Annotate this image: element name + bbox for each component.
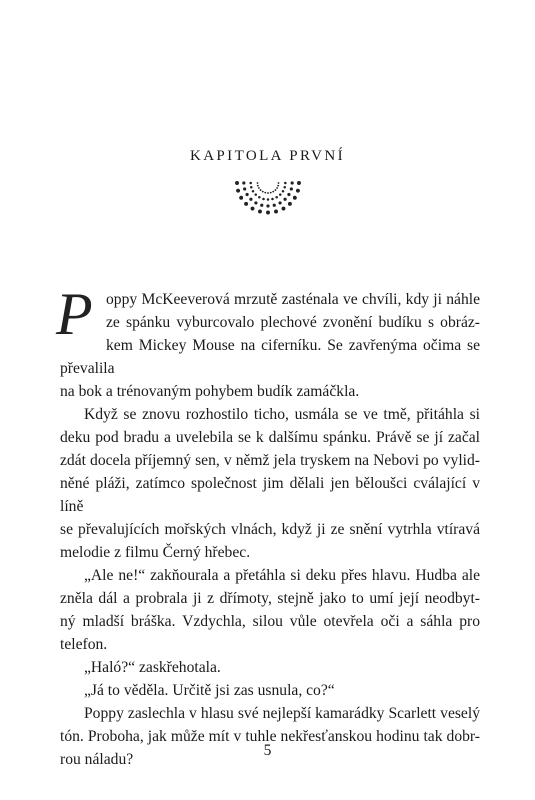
ornament-dot bbox=[245, 193, 248, 196]
chapter-title: KAPITOLA PRVNÍ bbox=[189, 148, 346, 164]
ornament-dot bbox=[282, 190, 285, 193]
ornament-dot bbox=[251, 207, 255, 211]
ornament-dot bbox=[239, 196, 243, 200]
ornament-dot bbox=[242, 181, 245, 184]
ornament-dot bbox=[258, 196, 261, 199]
ornament-dot bbox=[270, 192, 272, 194]
paragraph-6 bbox=[60, 702, 480, 771]
ornament-dot bbox=[290, 187, 293, 190]
ornament-dot bbox=[293, 196, 297, 200]
ornament-dot bbox=[254, 201, 257, 204]
ornament-dot bbox=[277, 185, 279, 187]
text-line: „Haló?“ zaskřehotala. bbox=[84, 659, 221, 676]
ornament-dot bbox=[272, 191, 274, 193]
ornament-dot bbox=[235, 181, 239, 185]
ornament-dot bbox=[260, 204, 263, 207]
ornament-dot bbox=[274, 210, 278, 214]
text-line: něné pláži, zatímco společnost jim dělali jen běloušci cválající v líně bbox=[60, 475, 480, 515]
ornament-dot bbox=[249, 198, 252, 201]
ornament-dot bbox=[266, 211, 270, 215]
ornament-dot bbox=[262, 198, 265, 201]
ornament-dot bbox=[258, 210, 262, 214]
ornament-dot bbox=[278, 182, 280, 184]
ornament-dot bbox=[271, 198, 274, 201]
text-line: ný mladší bráška. Vzdychla, silou vůle otevřela oči a sáhla pro bbox=[60, 613, 480, 630]
text-line: „Já to věděla. Určitě jsi zas usnula, co?“ bbox=[84, 682, 335, 699]
paragraph-5 bbox=[60, 679, 480, 702]
text-line: se převalujících mořských vlnách, když ji ze snění vytrhla vtíravá bbox=[60, 521, 480, 538]
ornament-dot bbox=[252, 190, 255, 193]
page-number: 5 bbox=[263, 742, 272, 759]
ornament-dot bbox=[258, 187, 260, 189]
ornament-dot bbox=[262, 191, 264, 193]
text-line: rou náladu? bbox=[60, 751, 134, 768]
text-line: melodie z filmu Černý hřebec. bbox=[60, 544, 251, 561]
ornament-dot bbox=[288, 202, 292, 206]
text-line: telefon. bbox=[60, 636, 108, 653]
ornament-dot bbox=[297, 181, 301, 185]
text-line: Poppy zaslechla v hlasu své nejlepší kamarádky Scarlett veselý bbox=[84, 705, 480, 722]
ornament-dot bbox=[257, 185, 259, 187]
ornament-dot bbox=[291, 181, 294, 184]
ornament-dot bbox=[278, 201, 281, 204]
ornament-dot bbox=[283, 198, 286, 201]
text-line: „Ale ne!“ zakňourala a přetáhla si deku přes hlavu. Hudba ale bbox=[84, 567, 480, 584]
ornament-dot bbox=[267, 198, 270, 201]
ornament-dot bbox=[243, 187, 246, 190]
ornament-dot bbox=[236, 189, 240, 193]
text-line: na bok a trénovaným pohybem budík zamáčkla. bbox=[60, 383, 360, 400]
ornament-dot bbox=[296, 189, 300, 193]
ornament-dot bbox=[287, 193, 290, 196]
ornament-dot bbox=[283, 186, 286, 189]
text-line: deku pod bradu a uvelebila se k dalšímu spánku. Právě se jí začal bbox=[60, 429, 480, 446]
ornament-dot bbox=[279, 193, 282, 196]
ornament-dot bbox=[273, 204, 276, 207]
ornament-dot bbox=[282, 207, 286, 211]
text-line: zdát docela příjemný sen, v němž jela tryskem na Nebovi po vylid- bbox=[60, 452, 480, 469]
ornament-dot bbox=[255, 193, 258, 196]
ornament-dot bbox=[257, 182, 259, 184]
paragraph-1 bbox=[56, 281, 480, 403]
ornament-dot bbox=[284, 182, 287, 185]
body-text bbox=[56, 281, 480, 771]
ornament-dot bbox=[267, 192, 269, 194]
ornament-dot bbox=[244, 202, 248, 206]
text-line: Když se znovu rozhostilo ticho, usmála se ve tmě, přitáhla si bbox=[84, 406, 480, 423]
text-line: kem Mickey Mouse na ciferníku. Se zavřenýma očima se převalila bbox=[60, 337, 480, 377]
ornament-dot bbox=[275, 189, 277, 191]
ornament-dot bbox=[264, 192, 266, 194]
paragraph-4 bbox=[60, 656, 480, 679]
text-line: tón. Proboha, jak může mít v tuhle nekřesťanskou hodinu tak dobr- bbox=[60, 728, 480, 745]
sunburst-dots-ornament-icon bbox=[233, 181, 303, 217]
text-line: ze spánku vyburcovalo plechové zvonění budíku s obráz- bbox=[106, 314, 480, 331]
paragraph-3 bbox=[60, 564, 480, 656]
ornament-dot bbox=[276, 187, 278, 189]
ornament-dot bbox=[275, 196, 278, 199]
ornament-dot bbox=[249, 182, 252, 185]
paragraph-2 bbox=[60, 403, 480, 564]
ornament-dot bbox=[266, 204, 269, 207]
ornament-dot bbox=[250, 186, 253, 189]
ornament-dot bbox=[260, 189, 262, 191]
text-line: oppy McKeeverová mrzutě zasténala ve chvíli, kdy ji náhle bbox=[106, 291, 480, 308]
drop-cap: P bbox=[56, 281, 93, 347]
text-line: zněla dál a probrala ji z dřímoty, stejně jako to umí její neodbyt- bbox=[60, 590, 480, 607]
